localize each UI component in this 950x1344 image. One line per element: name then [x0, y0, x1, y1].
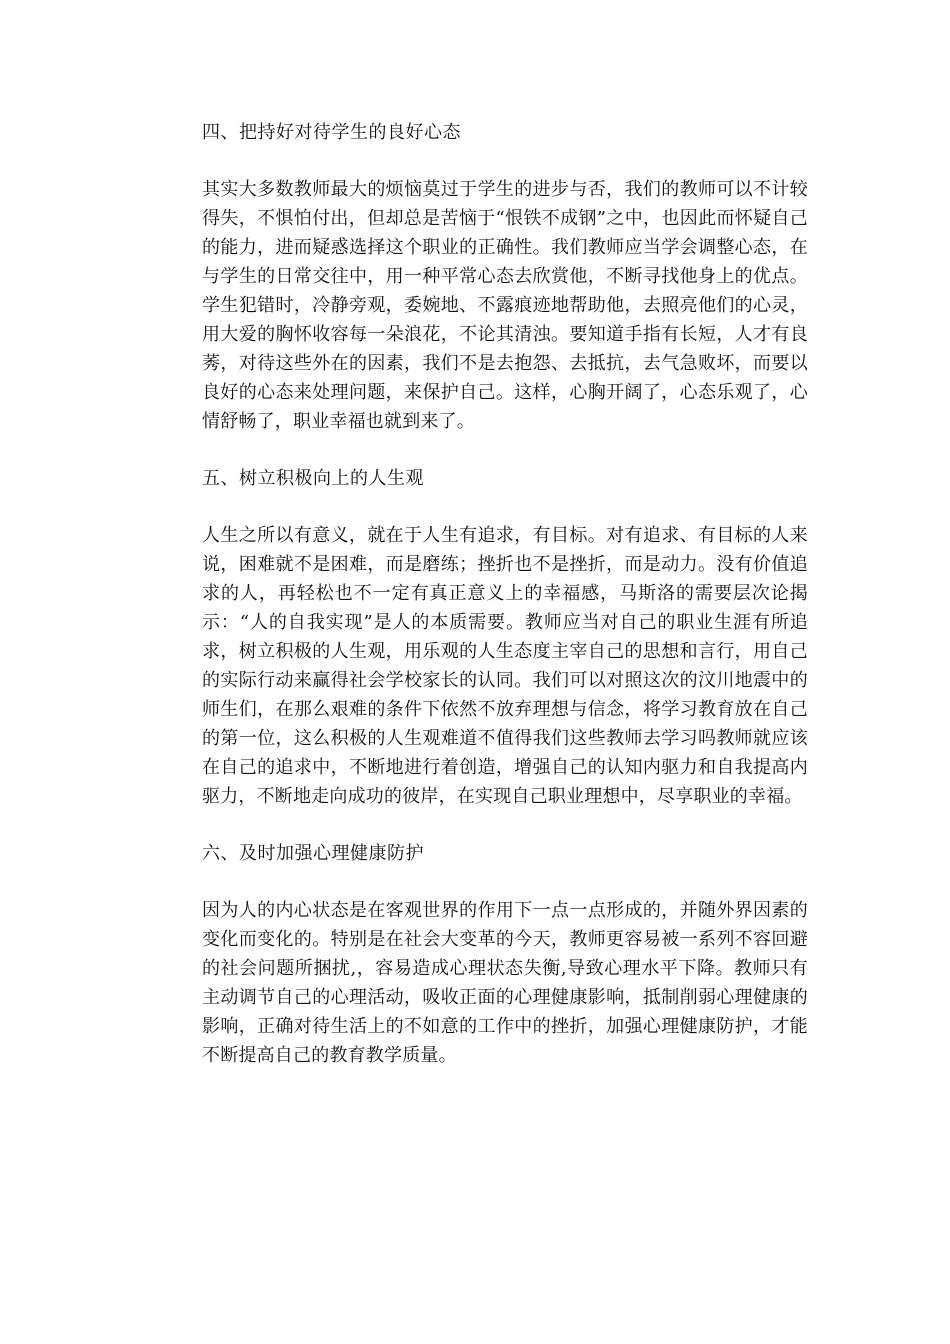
- section-body: 因为人的内心状态是在客观世界的作用下一点一点形成的，并随外界因素的变化而变化的。特别是在社会大变革的今天，教师更容易被一系列不容回避的社会问题所捆扰,，容易造成心理状态失衡,导致心理水平下降。教师只有主动调节自己的心理活动，吸收正面的心理健康影响，抵制削弱心理健康的影响，正确对待生活上的不如意的工作中的挫折，加强心理健康防护，才能不断提高自己的教育教学质量。: [202, 900, 808, 1066]
- document-page: [202, 118, 808, 1098]
- section-heading: 五、树立积极向上的人生观: [202, 468, 424, 489]
- section-body: 人生之所以有意义，就在于人生有追求，有目标。对有追求、有目标的人来说，困难就不是困难，而是磨练；挫折也不是挫折，而是动力。没有价值追求的人，再轻松也不一定有真正意义上的幸福感，马斯洛的需要层次论揭示：“人的自我实现”是人的本质需要。教师应当对自己的职业生涯有所追求，树立积极的人生观，用乐观的人生态度主宰自己的思想和言行，用自己的实际行动来赢得社会学校家长的认同。我们可以对照这次的汶川地震中的师生们，在那么艰难的条件下依然不放弃理想与信念，将学习教育放在自己的第一位，这么积极的人生观难道不值得我们这些教师去学习吗教师就应该在自己的追求中，不断地进行着创造，增强自己的认知内驱力和自我提高内驱力，不断地走向成功的彼岸，在实现自己职业理想中，尽享职业的幸福。: [202, 525, 808, 807]
- section-body: 其实大多数教师最大的烦恼莫过于学生的进步与否，我们的教师可以不计较得失，不惧怕付出，但却总是苦恼于“恨铁不成钢”之中，也因此而怀疑自己的能力，进而疑惑选择这个职业的正确性。我们教师应当学会调整心态，在与学生的日常交往中，用一种平常心态去欣赏他，不断寻找他身上的优点。学生犯错时，冷静旁观，委婉地、不露痕迹地帮助他，去照亮他们的心灵，用大爱的胸怀收容每一朵浪花，不论其清浊。要知道手指有长短，人才有良莠，对待这些外在的因素，我们不是去抱怨、去抵抗，去气急败坏，而要以良好的心态来处理问题，来保护自己。这样，心胸开阔了，心态乐观了，心情舒畅了，职业幸福也就到来了。: [202, 179, 808, 432]
- section-6: [202, 839, 808, 1070]
- section-heading: 六、及时加强心理健康防护: [202, 843, 424, 864]
- section-heading: 四、把持好对待学生的良好心态: [202, 122, 461, 143]
- section-4: [202, 118, 808, 436]
- section-5: [202, 464, 808, 811]
